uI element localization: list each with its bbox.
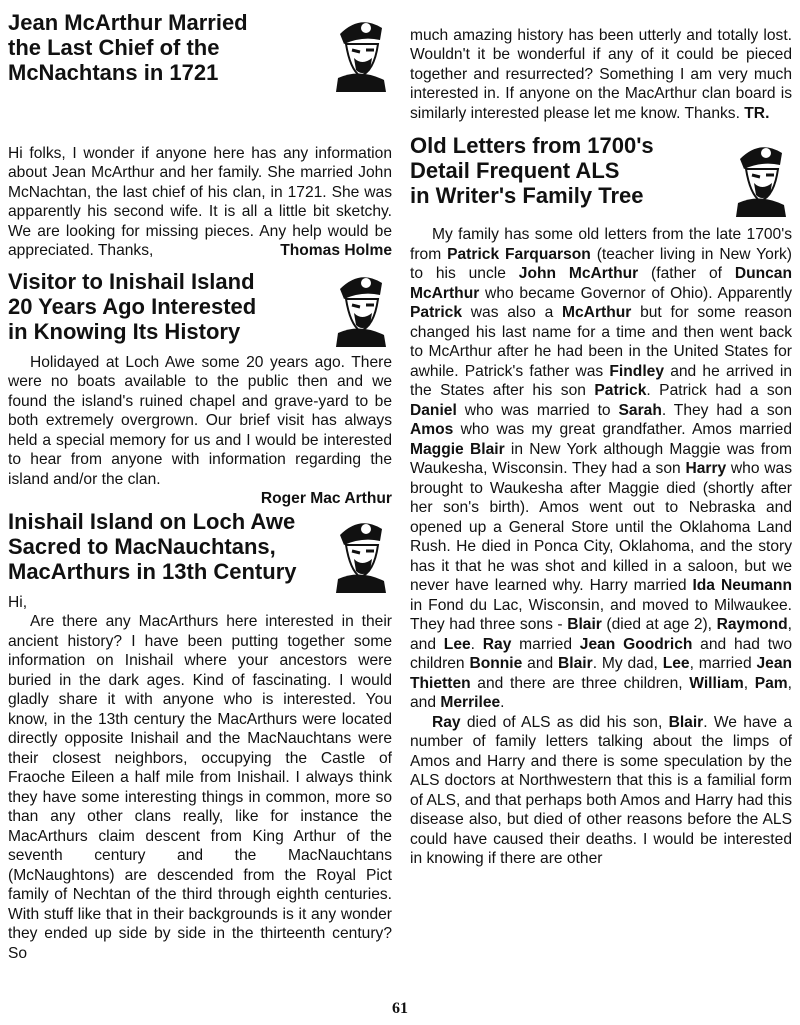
person-name: Ida Neumann — [692, 577, 792, 594]
article-body-paragraph-2 — [410, 713, 792, 869]
text-run: , married — [689, 655, 757, 672]
person-name: Duncan McArthur — [410, 265, 792, 302]
text-run: and there are three children, — [470, 674, 690, 692]
text-run: who became Governor of Ohio). Apparently — [479, 284, 792, 302]
person-name: William — [689, 674, 744, 692]
person-name: Bonnie — [469, 655, 523, 672]
greeting: Hi, — [8, 593, 28, 611]
person-name: Blair — [558, 655, 593, 672]
person-name: Daniel — [410, 401, 457, 419]
text-run: who was my great grandfather. Amos married — [453, 421, 792, 438]
person-name: John McArthur — [518, 265, 639, 282]
text-run: was also a — [462, 304, 563, 321]
person-name: Jean Goodrich — [579, 635, 693, 653]
text-run: in New York although Maggie was from Waukesha, Wisconsin. They had a son — [410, 440, 792, 477]
person-name: Sarah — [618, 401, 662, 419]
text-run: . My dad, — [592, 655, 663, 672]
headline: Visitor to Inishail Island 20 Years Ago Interested in Knowing Its History — [8, 268, 257, 344]
person-name: Pam — [754, 674, 788, 692]
person-name: Patrick — [594, 382, 647, 399]
text-run: and had two children — [410, 635, 792, 672]
text-run: in Fond du Lac, Wisconsin, and moved to Milwaukee. They had three sons - — [410, 596, 792, 633]
person-name: Findley — [609, 362, 664, 380]
person-name: Jean Thietten — [410, 655, 793, 692]
right-column — [410, 6, 792, 869]
text-run: . Patrick had a son — [646, 382, 793, 399]
headline: Jean McArthur Married the Last Chief of the McNachtans in 1721 — [8, 10, 248, 85]
person-name: Merrilee — [440, 694, 501, 711]
article-body: Hi folks, I wonder if anyone here has any information about Jean McArthur and her family. She married John McNachtan, the last chief of his clan, in 1721. She was apparently his second wife. It is all a little bit sketchy. We are looking for missing pieces. Any help would be appreciated. Thanks, Thomas Holme — [8, 144, 392, 259]
article-body: Holidayed at Loch Awe some 20 years ago. There were no boats available to the public then and we found the island's ruined chapel and grave-yard to be both extremely overgrown. Our brief visit has always held a special memory for us and I would be interested to hear from anyone with information regarding the island and/or the clan. — [8, 353, 392, 488]
article-inishail-loch-awe — [8, 509, 392, 589]
text-run: who was brought to Waukesha after Maggie died (shortly after her son's birth). Amos went out to Nebraska and opened up a General Store until the Oklahoma Land Rush. He died in Ponca City, Oklahoma, and the story has it that he was shot and killed in a saloon, but we never have learned why. Harry married — [410, 460, 792, 594]
text-run: and he arrived in the States after his son — [410, 362, 792, 399]
capped-man-emblem-icon — [330, 269, 390, 347]
person-name: Harry — [685, 460, 727, 477]
page-number: 61 — [392, 1000, 408, 1017]
person-name: Patrick Farquarson — [447, 245, 591, 263]
signature: TR. — [744, 104, 770, 122]
person-name: Lee — [443, 635, 471, 653]
article-jean-mcarthur — [8, 10, 392, 114]
text-run: . — [500, 694, 505, 711]
text-run: . They had a son — [661, 401, 792, 419]
person-name: Lee — [662, 655, 690, 672]
text-run: and — [522, 655, 559, 672]
text-run: married — [511, 635, 580, 653]
capped-man-emblem-icon — [330, 14, 390, 92]
article-old-letters — [410, 133, 792, 217]
text-run: who was married to — [456, 401, 619, 419]
text-run: , — [743, 674, 755, 692]
person-name: Blair — [567, 616, 602, 633]
article-body: Are there any MacArthurs here interested in their ancient history? I have been putting together some information on Inishail where your ancestors were buried in the dark ages. Kind of fascinating. I would gladly share it with anyone who is interested. You know, in the 13th century the MacArthurs were located directly opposite Inishail and the MacNauchtans were their closest neighbors, occupying the Castle of Fraoche Eileen a half mile from Inishail. I always think they have some interesting things in common, more so than any other clans really, like for instance the MacArthurs claim descent from King Arthur of the seventh century and the MacNauchtans (McNaughtons) are descended from the Royal Pict family of Nechtan of the third through eighth centuries. With stuff like that in their backgrounds is it any wonder they ended up side by side in the thirteenth century? So — [8, 613, 392, 962]
text-run: , and — [410, 616, 792, 653]
headline: Old Letters from 1700's Detail Frequent ALS in Writer's Family Tree — [410, 133, 654, 208]
signature: Roger Mac Arthur — [260, 490, 392, 507]
person-name: Blair — [668, 713, 704, 731]
capped-man-emblem-icon — [330, 515, 390, 593]
text-run: (died at age 2), — [601, 616, 717, 633]
person-name: Raymond — [716, 616, 788, 633]
text-run: . — [470, 635, 483, 653]
article-continuation: much amazing history has been utterly and totally lost. Wouldn't it be wonderful if any of it could be pieced together and resurrected? Something I am very much interested in. If anyone on the MacArthur clan board is similarly interested please let me know. Thanks. TR. — [410, 26, 792, 122]
text-run: , and — [410, 674, 793, 711]
person-name: Ray — [482, 635, 512, 653]
person-name: Amos — [410, 421, 454, 438]
person-name: Ray — [432, 713, 461, 731]
text-run: . We have a number of family letters talking about the limps of Amos and Harry and there is some speculation by the ALS doctors at Northwestern that this is a familial form of ALS, and that perhaps both Amos and Harry had this disease also, but died of other reasons before the ALS could have caused their deaths. I would be interested in knowing if there are other — [410, 713, 792, 867]
headline: Inishail Island on Loch Awe Sacred to MacNauchtans, MacArthurs in 13th Century — [8, 508, 297, 584]
text-run: (father of — [638, 265, 735, 282]
article-body-paragraph-1 — [410, 225, 792, 713]
person-name: McArthur — [562, 304, 632, 321]
text-run: My family has some old letters from the late 1700's from — [410, 226, 792, 263]
text-run: (teacher living in New York) to his uncle — [410, 245, 792, 282]
text-run: but for some reason changed his last name for a time and then went back to McArthur after he had been in the United States for awhile. Patrick's father was — [410, 304, 792, 380]
person-name: Maggie Blair — [410, 440, 505, 458]
signature: Thomas Holme — [280, 242, 392, 259]
capped-man-emblem-icon — [730, 139, 790, 217]
left-column — [8, 10, 392, 963]
text-run: died of ALS as did his son, — [460, 713, 669, 731]
article-visitor-inishail — [8, 269, 392, 347]
person-name: Patrick — [410, 304, 463, 321]
